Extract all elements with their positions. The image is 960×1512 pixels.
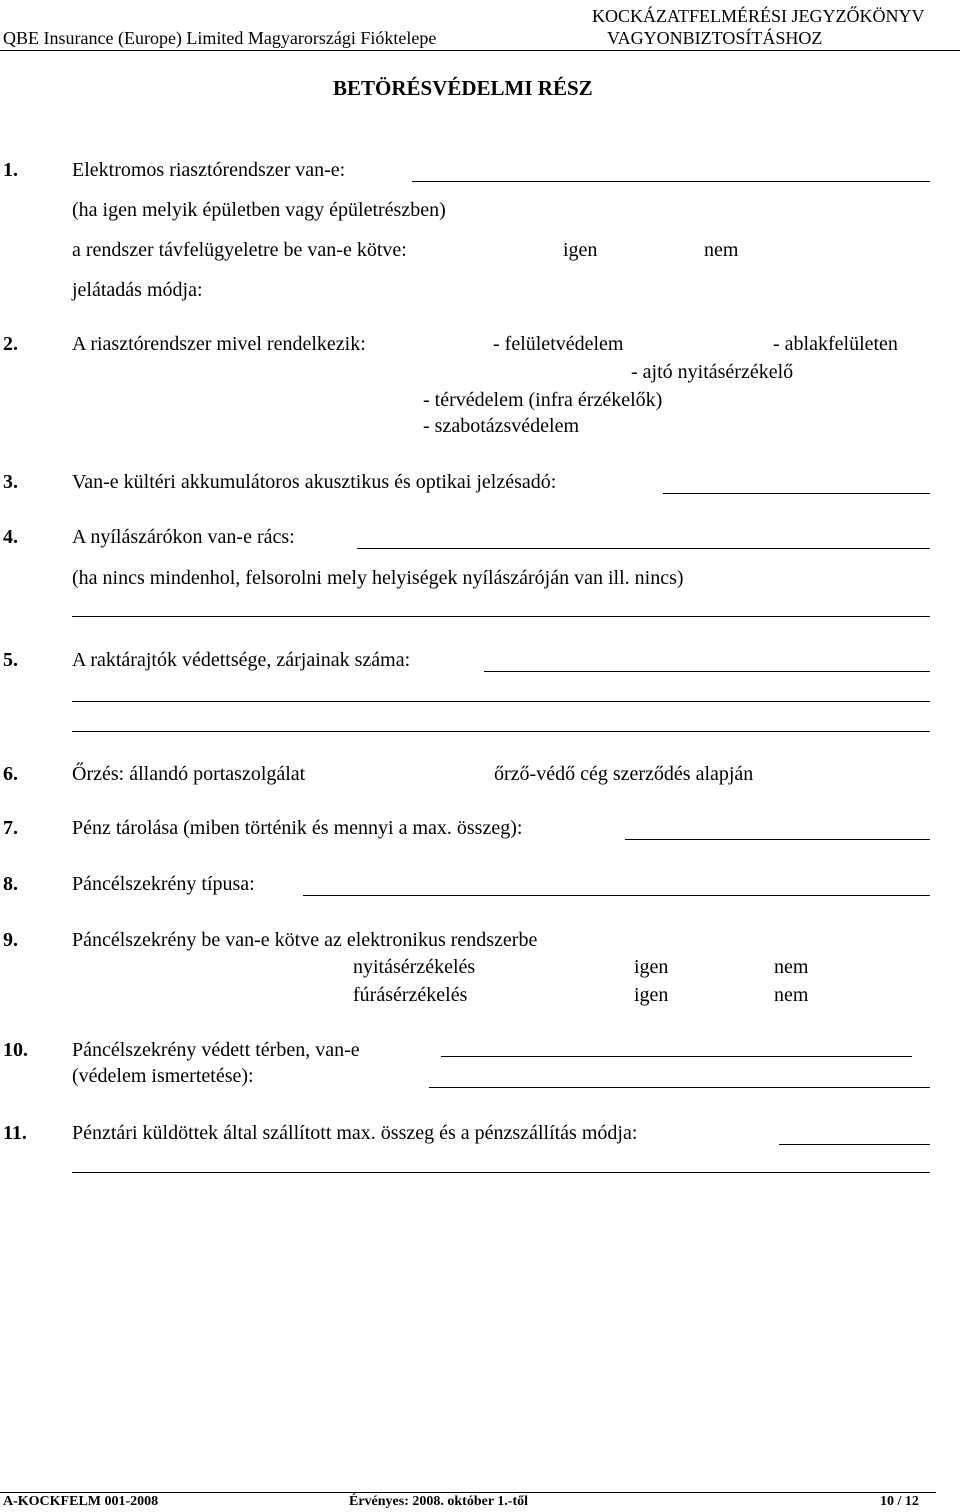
q3-text: Van-e kültéri akkumulátoros akusztikus és optikai jelzésadó: (72, 471, 557, 493)
q7-text: Pénz tárolása (miben történik és mennyi a max. összeg): (72, 817, 523, 839)
q9-opening-yes[interactable]: igen (634, 956, 669, 978)
q4-subtext: (ha nincs mindenhol, felsorolni mely helyiségek nyílászáróján van ill. nincs) (72, 567, 684, 589)
document-title-line-1: KOCKÁZATFELMÉRÉSI JEGYZŐKÖNYV (592, 6, 925, 26)
q7-answer-line[interactable] (625, 839, 930, 840)
footer-document-code: A-KOCKFELM 001-2008 (3, 1494, 159, 1509)
q11-answer-line[interactable] (779, 1144, 930, 1145)
q5-answer-line[interactable] (484, 671, 930, 672)
footer-validity: Érvényes: 2008. október 1.-től (349, 1494, 528, 1509)
q4-number: 4. (3, 526, 18, 548)
q9-opening-no[interactable]: nem (774, 956, 809, 978)
q5-answer-line-3[interactable] (72, 731, 930, 732)
q2-option-door[interactable]: - ajtó nyitásérzékelő (631, 361, 794, 383)
q1-answer-line[interactable] (412, 181, 930, 182)
q3-number: 3. (3, 471, 18, 493)
q10-subtext: (védelem ismertetése): (72, 1065, 254, 1087)
q5-number: 5. (3, 649, 18, 671)
q2-option-surface[interactable]: - felületvédelem (493, 333, 624, 355)
q1-no-option[interactable]: nem (704, 239, 739, 261)
q10-answer-line[interactable] (441, 1056, 912, 1057)
q5-text: A raktárajtók védettsége, zárjainak száma: (72, 649, 411, 671)
document-title-line-2: VAGYONBIZTOSÍTÁSHOZ (607, 28, 823, 48)
q9-drilling-label: fúrásérzékelés (353, 984, 468, 1006)
q9-drilling-no[interactable]: nem (774, 984, 809, 1006)
company-name: QBE Insurance (Europe) Limited Magyarországi Fióktelepe (3, 28, 437, 48)
q11-answer-line-2[interactable] (72, 1172, 930, 1173)
q6-option-porter[interactable]: Őrzés: állandó portaszolgálat (72, 763, 306, 785)
q1-number: 1. (3, 159, 18, 181)
q9-opening-label: nyitásérzékelés (353, 956, 476, 978)
q4-answer-line-2[interactable] (72, 616, 930, 617)
q10-answer-line-2[interactable] (429, 1087, 930, 1088)
q6-number: 6. (3, 763, 18, 785)
footer-divider (0, 1492, 936, 1493)
q2-text: A riasztórendszer mivel rendelkezik: (72, 333, 366, 355)
q8-text: Páncélszekrény típusa: (72, 873, 255, 895)
q2-option-space[interactable]: - térvédelem (infra érzékelők) (423, 389, 663, 411)
header-divider (0, 50, 960, 51)
q2-number: 2. (3, 333, 18, 355)
q9-number: 9. (3, 929, 18, 951)
q4-text: A nyílászárókon van-e rács: (72, 526, 295, 548)
q2-option-sabotage[interactable]: - szabotázsvédelem (423, 415, 580, 437)
q8-number: 8. (3, 873, 18, 895)
q3-answer-line[interactable] (663, 493, 930, 494)
q10-number: 10. (3, 1039, 28, 1061)
q8-answer-line[interactable] (303, 895, 930, 896)
section-title: BETÖRÉSVÉDELMI RÉSZ (333, 76, 593, 100)
q7-number: 7. (3, 817, 18, 839)
q4-answer-line[interactable] (357, 548, 930, 549)
q1-text: Elektromos riasztórendszer van-e: (72, 159, 346, 181)
q10-text: Páncélszekrény védett térben, van-e (72, 1039, 360, 1061)
q9-drilling-yes[interactable]: igen (634, 984, 669, 1006)
q5-answer-line-2[interactable] (72, 701, 930, 702)
q6-option-security-company[interactable]: őrző-védő cég szerződés alapján (494, 763, 754, 785)
q11-text: Pénztári küldöttek által szállított max. összeg és a pénzszállítás módja: (72, 1122, 638, 1144)
q1-remote-text: a rendszer távfelügyeletre be van-e kötve: (72, 239, 407, 261)
q9-text: Páncélszekrény be van-e kötve az elektronikus rendszerbe (72, 929, 538, 951)
q1-subtext: (ha igen melyik épületben vagy épületrészben) (72, 199, 446, 221)
footer-page-number: 10 / 12 (880, 1494, 919, 1509)
q1-yes-option[interactable]: igen (563, 239, 598, 261)
q2-option-window[interactable]: - ablakfelületen (773, 333, 898, 355)
q1-signal-text: jelátadás módja: (72, 279, 203, 301)
q11-number: 11. (3, 1122, 27, 1144)
